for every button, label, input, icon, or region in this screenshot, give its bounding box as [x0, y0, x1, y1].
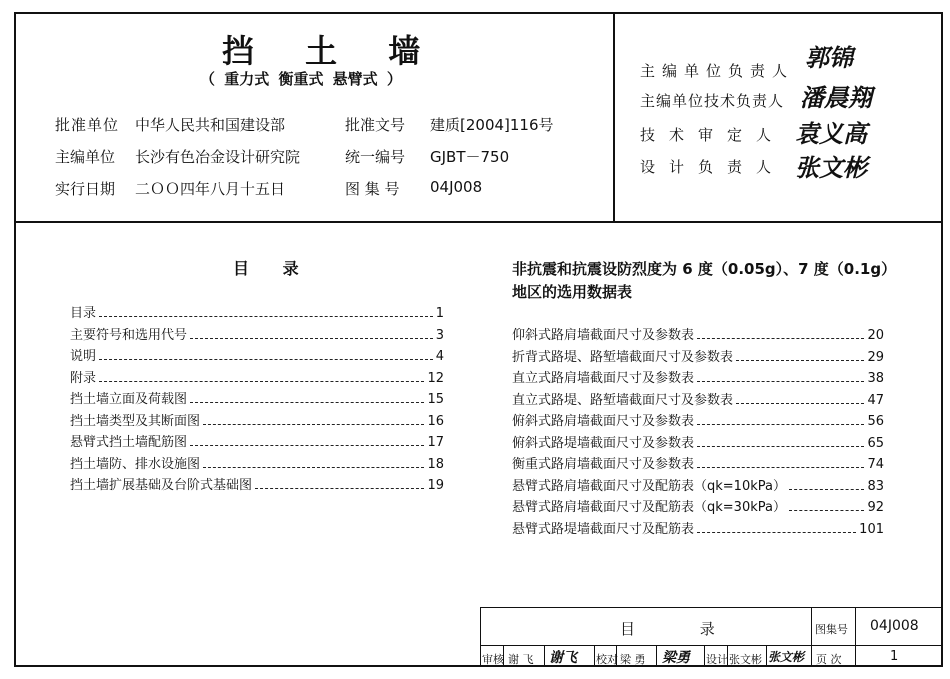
toc-leader: [255, 488, 424, 489]
toc-leader: [203, 424, 424, 425]
toc-item-text: 主要符号和选用代号: [70, 327, 188, 343]
toc-item-text: 仰斜式路肩墙截面尺寸及参数表: [512, 328, 695, 343]
toc-item: [512, 432, 884, 452]
info-value: 长沙有色冶金设计研究院: [135, 148, 301, 166]
toc-item-page: 3: [435, 327, 444, 343]
tb-title: 目 录: [620, 620, 745, 638]
toc-item-page: 16: [427, 413, 444, 429]
tb-cell-sep: [594, 645, 595, 667]
toc-item: [512, 389, 884, 409]
tb-check-name: 梁 勇: [620, 653, 646, 666]
info-value: 中华人民共和国建设部: [135, 116, 286, 134]
info-value: GJBT－750: [430, 148, 510, 166]
toc-item-page: 38: [867, 371, 884, 386]
toc-item-page: 56: [867, 414, 884, 429]
info-row-approval-unit: [55, 114, 119, 135]
toc-item-text: 俯斜式路堤墙截面尺寸及参数表: [512, 435, 695, 451]
toc-item: [512, 518, 884, 538]
tb-cell-sep: [766, 645, 767, 667]
tb-check-signature: 梁勇: [662, 650, 690, 666]
tb-design-name: 张文彬: [729, 653, 762, 666]
toc-leader: [697, 532, 856, 533]
toc-item-page: 74: [867, 457, 884, 472]
responsible-label: 主编单位技术负责人: [640, 92, 785, 110]
toc-leader: [736, 403, 864, 404]
page-title: 挡 土 墙: [222, 32, 441, 70]
toc-item-text: 俯斜式路肩墙截面尺寸及参数表: [512, 414, 695, 429]
toc-item: [70, 302, 444, 322]
toc-item: [70, 345, 444, 365]
toc-leader: [99, 359, 433, 360]
toc-item-text: 目录: [70, 306, 97, 321]
toc-item-page: 20: [867, 328, 884, 343]
responsible-label: 设计负责人: [640, 158, 786, 176]
toc-item-text: 挡土墙立面及荷载图: [70, 392, 188, 407]
signature-image: 袁义高: [795, 119, 867, 148]
toc-item-text: 附录: [70, 370, 97, 386]
toc-item: [70, 367, 444, 387]
toc-leader: [789, 489, 864, 490]
toc-item: [512, 324, 884, 344]
tb-check-label: 校对: [596, 653, 618, 666]
toc-item-text: 折背式路堤、路堑墙截面尺寸及参数表: [512, 349, 734, 365]
toc-item: [70, 431, 444, 451]
toc-item-page: 92: [867, 500, 884, 515]
toc-item: [512, 410, 884, 430]
tb-page-value: 1: [890, 649, 899, 664]
toc-leader: [203, 467, 424, 468]
toc-item: [512, 367, 884, 387]
toc-item: [70, 410, 444, 430]
tb-review-signature: 谢飞: [549, 650, 577, 666]
toc-leader: [789, 510, 864, 511]
toc-item-text: 衡重式路肩墙截面尺寸及参数表: [512, 457, 695, 472]
signature-image: 郭锦: [805, 43, 853, 72]
toc-leader: [697, 446, 864, 447]
toc-leader: [697, 424, 864, 425]
toc-leader: [190, 338, 433, 339]
responsible-label: 技术审定人: [640, 126, 786, 144]
tb-cell-sep: [656, 645, 657, 667]
header-bottom-line: [14, 221, 943, 223]
tb-cell-sep: [704, 645, 705, 667]
signature-image: 潘晨翔: [800, 83, 872, 112]
toc-item-text: 挡土墙扩展基础及台阶式基础图: [70, 478, 253, 493]
toc-item: [512, 496, 884, 516]
toc-item-page: 1: [435, 306, 444, 321]
toc-item-text: 悬臂式路肩墙截面尺寸及配筋表（qk=30kPa）: [512, 500, 786, 515]
responsible-label: 主编单位负责人: [640, 62, 795, 80]
toc-left-title: 目 录: [233, 259, 313, 278]
info-value: 二ＯＯ四年八月十五日: [135, 180, 286, 198]
toc-right-title-line2: 地区的选用数据表: [512, 283, 633, 301]
tb-review-label: 审核: [482, 653, 504, 666]
page-subtitle: （ 重力式 衡重式 悬臂式 ）: [200, 70, 402, 88]
toc-item: [70, 453, 444, 473]
info-label: 统一编号: [345, 148, 406, 166]
tb-page-label: 页 次: [816, 653, 842, 666]
info-label: 批准单位: [55, 116, 120, 134]
toc-right-title-line1: 非抗震和抗震设防烈度为 6 度（0.05g）、7 度（0.1g）: [512, 260, 897, 278]
toc-leader: [697, 467, 864, 468]
toc-leader: [697, 381, 864, 382]
tb-left-line: [480, 607, 481, 667]
toc-leader: [190, 402, 424, 403]
toc-item-text: 悬臂式路堤墙截面尺寸及配筋表: [512, 521, 695, 537]
toc-leader: [99, 381, 424, 382]
toc-item: [512, 475, 884, 495]
toc-item: [70, 324, 444, 344]
toc-item: [512, 453, 884, 473]
toc-leader: [697, 338, 864, 339]
toc-item-text: 挡土墙类型及其断面图: [70, 413, 201, 429]
toc-item-page: 17: [427, 435, 444, 450]
tb-sep-1: [811, 607, 812, 667]
toc-item-text: 悬臂式路肩墙截面尺寸及配筋表（qk=10kPa）: [512, 478, 786, 494]
toc-item: [512, 346, 884, 366]
toc-item: [70, 388, 444, 408]
info-label: 实行日期: [55, 180, 116, 198]
tb-design-label: 设计: [706, 653, 728, 666]
info-label: 图 集 号: [345, 180, 400, 198]
tb-sep-2: [855, 607, 856, 667]
toc-item-text: 说明: [70, 349, 97, 364]
toc-leader: [190, 445, 424, 446]
tb-cell-sep: [544, 645, 545, 667]
tb-top-line: [480, 607, 943, 608]
toc-item-text: 悬臂式挡土墙配筋图: [70, 435, 188, 450]
toc-item-text: 直立式路肩墙截面尺寸及参数表: [512, 371, 695, 386]
toc-item-page: 19: [427, 478, 444, 493]
tb-atlas-value: 04J008: [870, 618, 919, 634]
toc-item-text: 挡土墙防、排水设施图: [70, 456, 201, 472]
tb-review-name: 谢 飞: [508, 653, 534, 666]
toc-item-page: 29: [867, 349, 884, 365]
tb-mid-line: [480, 645, 943, 646]
toc-item-text: 直立式路堤、路堑墙截面尺寸及参数表: [512, 392, 734, 408]
toc-item-page: 101: [859, 521, 884, 537]
signature-image: 张文彬: [795, 153, 867, 182]
toc-item-page: 15: [427, 392, 444, 407]
tb-design-signature: 张文彬: [768, 650, 805, 664]
toc-item-page: 4: [435, 349, 444, 364]
toc-item-page: 12: [427, 370, 444, 386]
info-label: 批准文号: [345, 116, 406, 134]
toc-item-page: 65: [867, 435, 884, 451]
toc-item-page: 18: [427, 456, 444, 472]
header-divider: [613, 12, 615, 222]
info-value: 04J008: [430, 178, 483, 196]
toc-leader: [99, 316, 433, 317]
info-label: 主编单位: [55, 148, 116, 166]
toc-item-page: 47: [867, 392, 884, 408]
toc-leader: [736, 360, 864, 361]
toc-item-page: 83: [867, 478, 884, 494]
info-value: 建质[2004]116号: [430, 116, 554, 134]
toc-item: [70, 474, 444, 494]
tb-atlas-label: 图集号: [815, 623, 848, 636]
